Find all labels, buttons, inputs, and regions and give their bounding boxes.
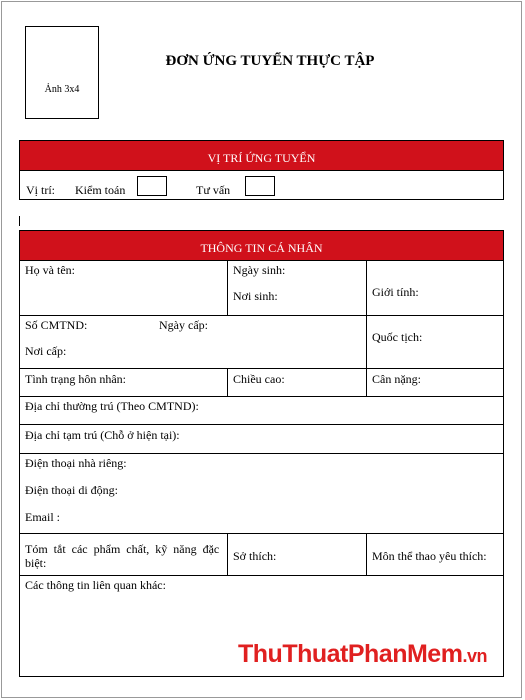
marital-status-label: Tình trạng hôn nhân: [25, 372, 126, 386]
divider [20, 575, 503, 576]
divider [227, 368, 228, 396]
birth-place-label: Nơi sinh: [233, 289, 278, 303]
issue-date-label: Ngày cấp: [159, 318, 208, 332]
divider [20, 315, 503, 316]
mobile-phone-label: Điện thoại di động: [25, 483, 118, 497]
divider [20, 368, 503, 369]
checkbox-audit[interactable] [137, 176, 167, 196]
issue-place-label: Nơi cấp: [25, 344, 67, 358]
divider [20, 533, 503, 534]
email-label: Email : [25, 510, 60, 524]
weight-label: Cân nặng: [372, 372, 421, 386]
divider [20, 453, 503, 454]
watermark [238, 640, 487, 669]
skills-label-text: Tóm tắt các phẩm chất, kỹ năng đặc [25, 542, 220, 556]
divider [227, 260, 228, 315]
watermark-main: ThuThuatPhanMem [238, 640, 463, 668]
height-label: Chiều cao: [233, 372, 285, 386]
personal-info-header: THÔNG TIN CÁ NHÂN [20, 231, 503, 260]
gender-label: Giới tính: [372, 285, 419, 299]
personal-info-section [19, 230, 504, 677]
full-name-label: Họ và tên: [25, 263, 75, 277]
skills-label-line2: biệt: [25, 556, 47, 570]
watermark-suffix: .vn [462, 646, 487, 666]
permanent-address-label: Địa chỉ thường trú (Theo CMTND): [25, 399, 199, 413]
divider [20, 424, 503, 425]
margin-tick [19, 216, 20, 226]
hobbies-label: Sở thích: [233, 549, 277, 563]
divider [366, 260, 367, 368]
temporary-address-label: Địa chỉ tạm trú (Chỗ ở hiện tại): [25, 428, 180, 442]
position-label: Vị trí: [26, 183, 55, 197]
option-advisory-label: Tư vấn [196, 183, 231, 197]
divider [366, 533, 367, 575]
position-section [19, 140, 504, 200]
nationality-label: Quốc tịch: [372, 330, 423, 344]
divider [20, 260, 503, 261]
id-number-label: Số CMTND: [25, 318, 88, 332]
skills-label-line1 [25, 542, 222, 557]
home-phone-label: Điện thoại nhà riêng: [25, 456, 127, 470]
divider [20, 170, 503, 171]
position-section-header: VỊ TRÍ ỨNG TUYỂN [20, 141, 503, 170]
checkbox-advisory[interactable] [245, 176, 275, 196]
photo-label: Ảnh 3x4 [44, 84, 80, 95]
birth-date-label: Ngày sinh: [233, 263, 286, 277]
divider [227, 533, 228, 575]
option-audit-label: Kiểm toán [75, 183, 126, 197]
divider [20, 396, 503, 397]
other-info-label: Các thông tin liên quan khác: [25, 578, 166, 592]
form-title: ĐƠN ỨNG TUYỂN THỰC TẬP [165, 53, 375, 69]
sports-label: Môn thể thao yêu thích: [372, 549, 487, 563]
divider [366, 368, 367, 396]
photo-box [25, 26, 99, 119]
